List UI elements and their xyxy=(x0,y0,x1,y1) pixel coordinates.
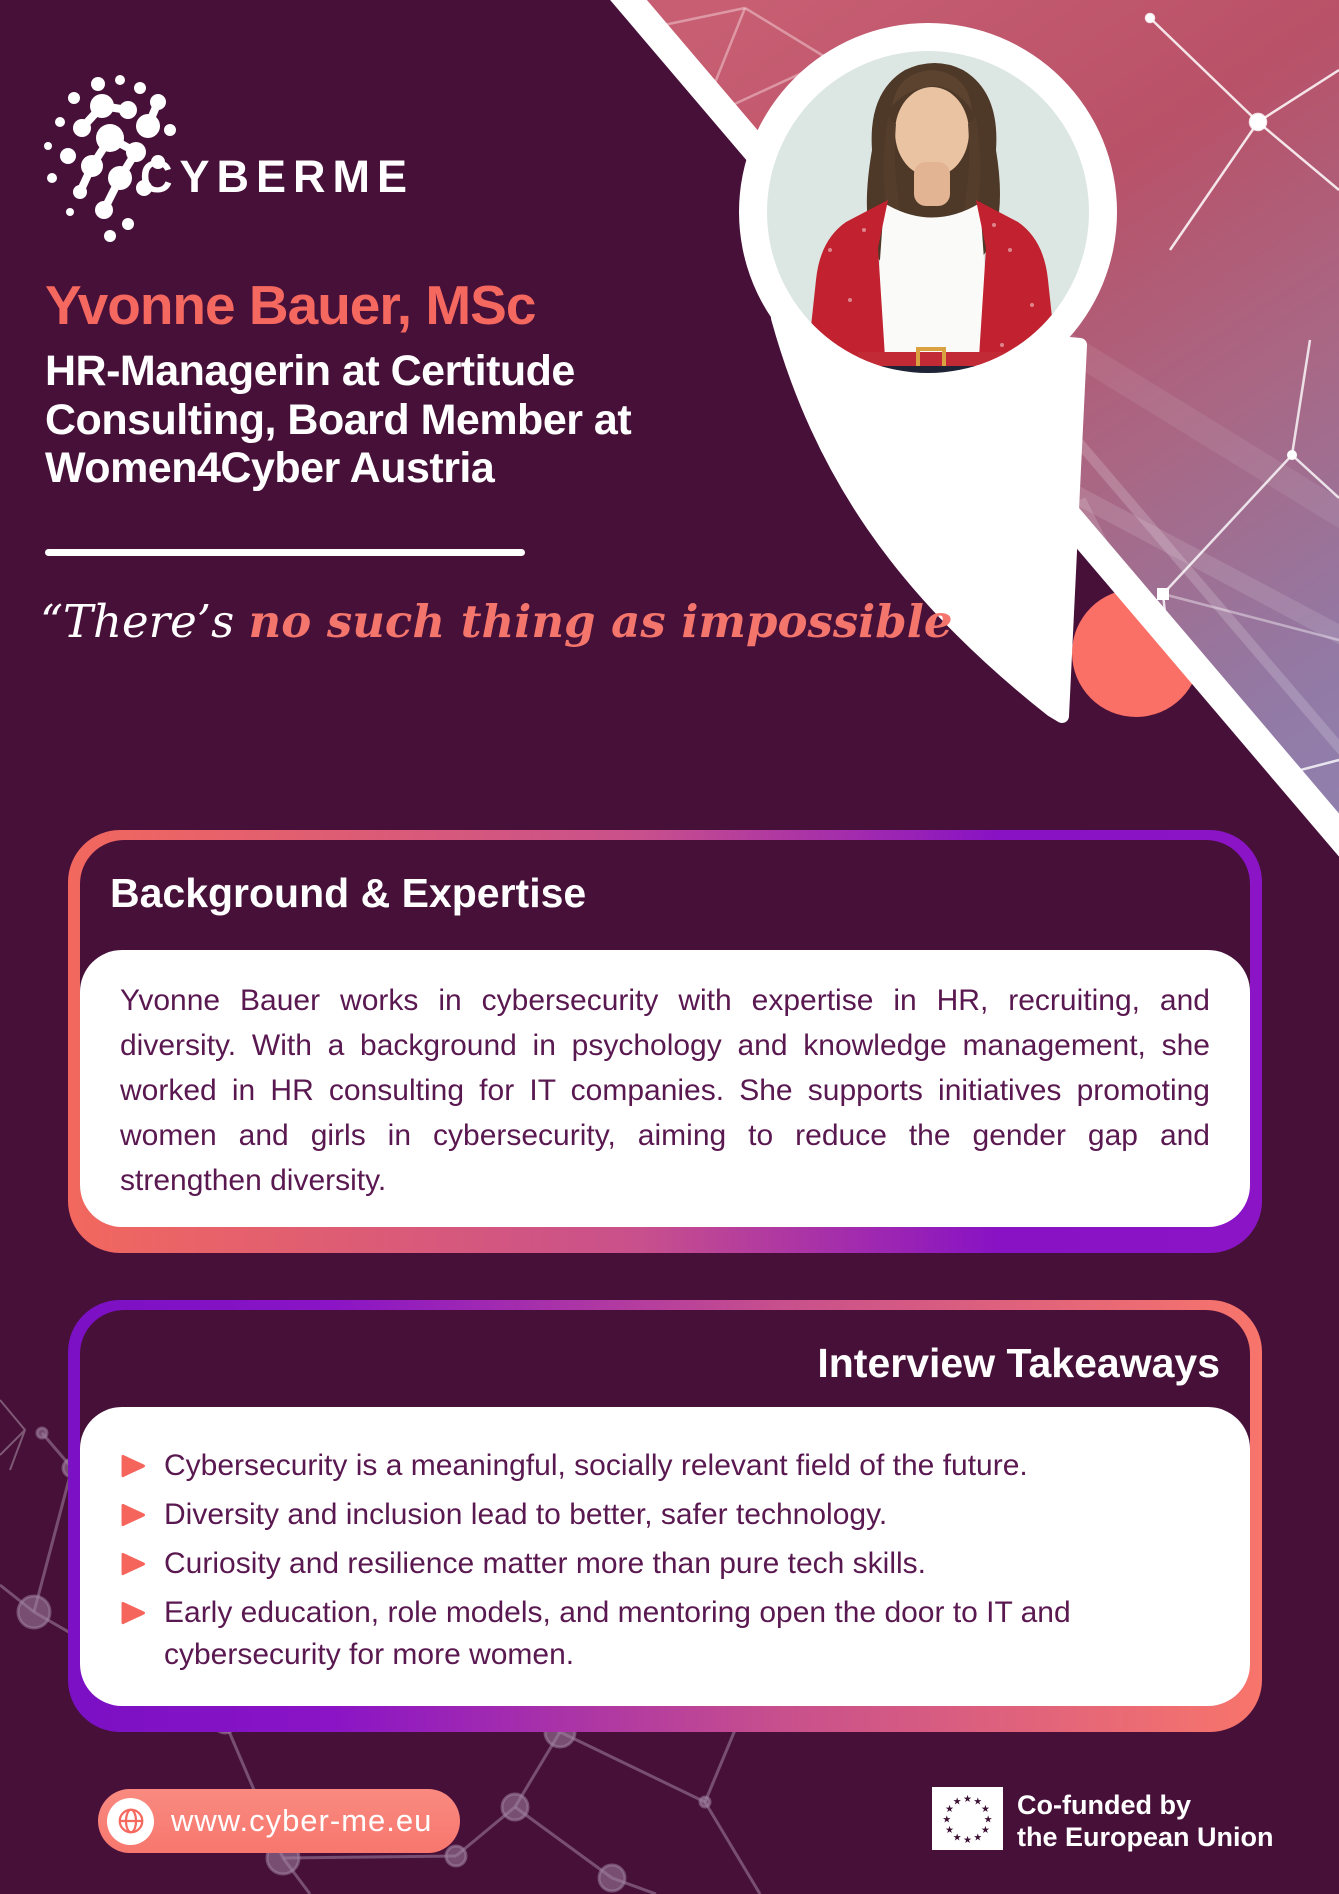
svg-text:★: ★ xyxy=(981,1824,990,1836)
website-button[interactable] xyxy=(98,1789,460,1853)
quote-close: ” xyxy=(952,595,976,648)
quote xyxy=(40,596,975,648)
role-line-2: Consulting, Board Member at xyxy=(45,395,632,444)
interview-takeaways-panel xyxy=(80,1407,1250,1706)
divider-line xyxy=(45,549,525,556)
eu-stars xyxy=(942,1794,992,1846)
svg-text:★: ★ xyxy=(983,1814,993,1826)
svg-text:★: ★ xyxy=(963,1835,972,1847)
svg-text:★: ★ xyxy=(981,1804,990,1816)
svg-text:★: ★ xyxy=(945,1804,954,1816)
eu-funding xyxy=(932,1787,1274,1853)
list-item xyxy=(116,1445,1214,1487)
background-expertise-title: Background & Expertise xyxy=(110,870,587,916)
person-role xyxy=(45,347,631,493)
svg-text:★: ★ xyxy=(945,1824,954,1836)
svg-text:★: ★ xyxy=(973,1796,983,1808)
takeaways-list xyxy=(116,1445,1214,1676)
arrow-bullet-icon xyxy=(118,1549,148,1579)
quote-highlight: no such thing as impossible xyxy=(248,595,953,648)
interview-takeaways-title: Interview Takeaways xyxy=(817,1340,1220,1386)
role-line-3: Women4Cyber Austria xyxy=(45,444,495,493)
brand-logo xyxy=(40,62,470,252)
brand-wordmark: CYBERME xyxy=(140,151,415,202)
eu-funding-line-1: Co-funded by xyxy=(1017,1790,1191,1820)
arrow-bullet-icon xyxy=(118,1500,148,1530)
eu-funding-text xyxy=(1017,1787,1274,1853)
takeaway-text: Diversity and inclusion lead to better, safer technology. xyxy=(164,1498,888,1531)
background-expertise-card-fill xyxy=(80,840,1250,1227)
role-line-1: HR-Managerin at Certitude xyxy=(45,347,575,395)
interview-takeaways-card xyxy=(68,1300,1262,1732)
svg-text:★: ★ xyxy=(942,1814,952,1826)
background-expertise-card xyxy=(68,830,1262,1253)
svg-text:★: ★ xyxy=(973,1832,983,1844)
arrow-bullet-icon xyxy=(118,1598,148,1628)
quote-lead: “There’s xyxy=(40,595,249,648)
background-expertise-panel xyxy=(80,950,1250,1227)
left-edge-wireframe xyxy=(0,1400,25,1470)
person-name: Yvonne Bauer, MSc xyxy=(45,274,536,336)
list-item xyxy=(116,1592,1214,1676)
interview-takeaways-card-fill xyxy=(80,1310,1250,1706)
svg-text:★: ★ xyxy=(952,1796,962,1808)
takeaway-text: Cybersecurity is a meaningful, socially relevant field of the future. xyxy=(164,1449,1028,1482)
takeaway-text: Curiosity and resilience matter more than pure tech skills. xyxy=(164,1547,926,1580)
list-item xyxy=(116,1543,1214,1585)
svg-text:★: ★ xyxy=(963,1793,972,1805)
svg-text:★: ★ xyxy=(952,1832,962,1844)
list-item xyxy=(116,1494,1214,1536)
website-url: www.cyber-me.eu xyxy=(171,1803,433,1838)
eu-flag xyxy=(932,1787,1003,1850)
eu-funding-line-2: the European Union xyxy=(1017,1822,1274,1852)
globe-icon xyxy=(107,1798,154,1845)
arrow-bullet-icon xyxy=(118,1451,148,1481)
background-expertise-body: Yvonne Bauer works in cybersecurity with expertise in HR, recruiting, and diversity. With a background in psychology and knowledge management, she worked in HR consulting for IT companies. She supports initiatives promoting women and girls in cybersecurity, aiming to reduce the gender gap and strengthen diversity. xyxy=(120,984,1210,1197)
takeaway-text: Early education, role models, and mentoring open the door to IT and cybersecurity for more women. xyxy=(164,1596,1071,1671)
